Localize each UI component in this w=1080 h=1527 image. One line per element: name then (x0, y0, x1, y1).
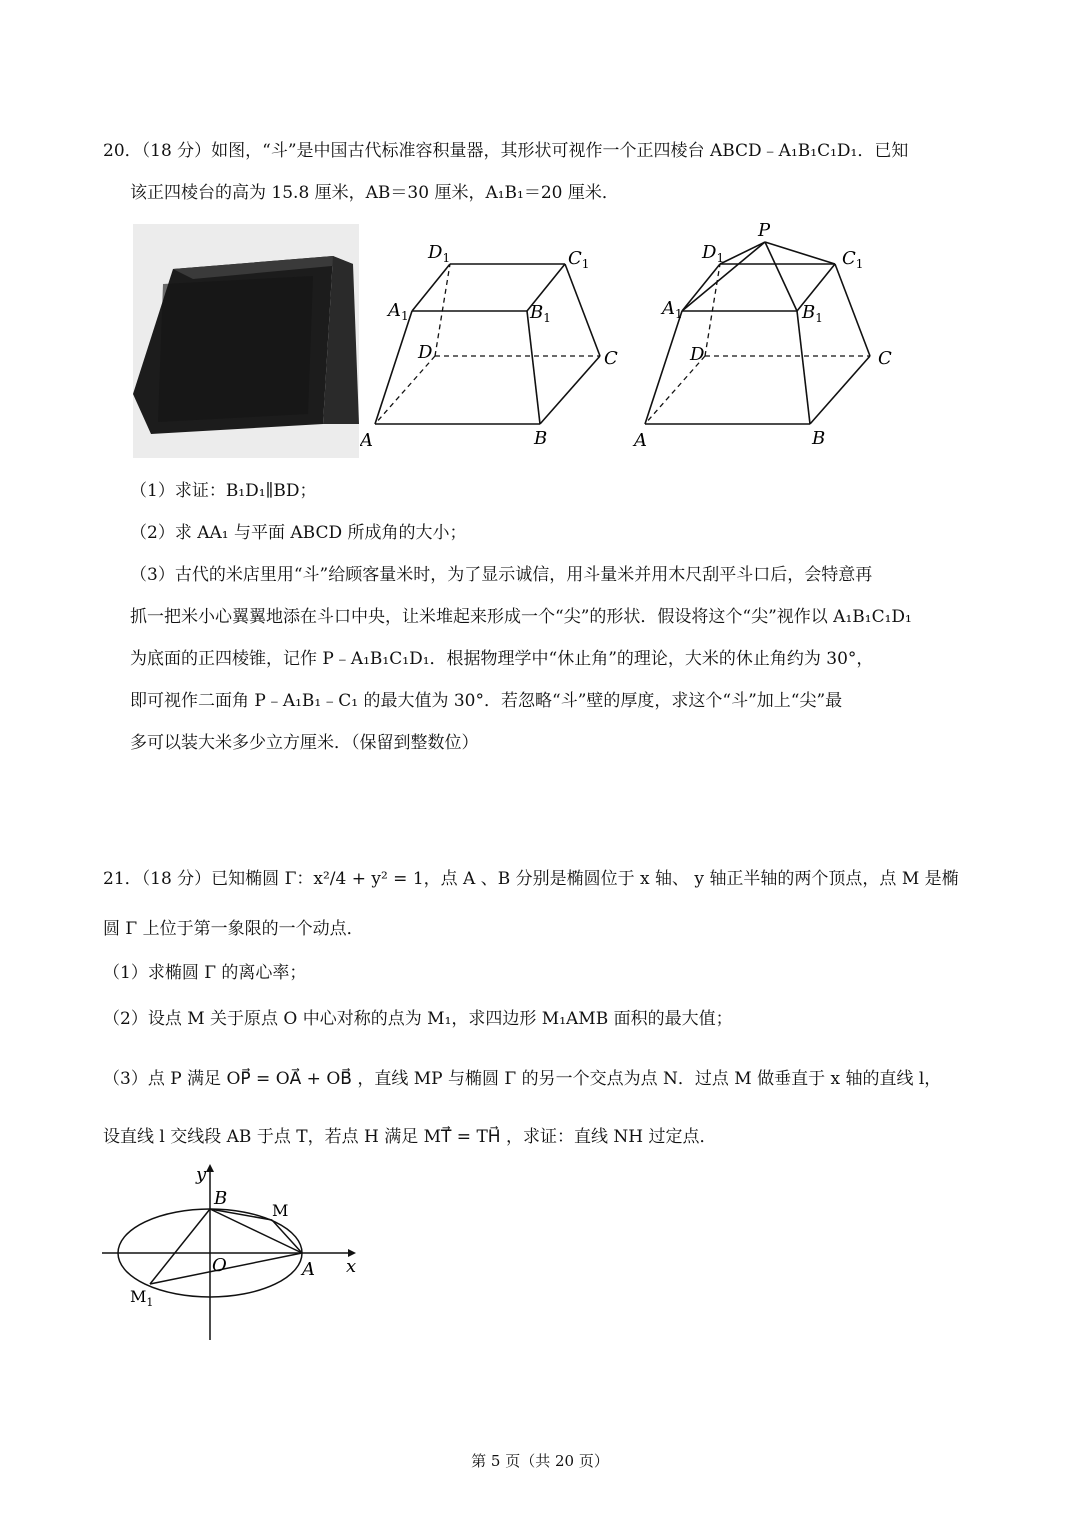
label-A1: $A_1$ (388, 300, 409, 323)
label-A-2: A (634, 430, 647, 451)
q21-line-1: 21．（18 分）已知椭圆 Γ：x²/4 + y² = 1，点 A 、B 分别是椭圆位于 x 轴、 y 轴正半轴的两个顶点，点 M 是椭 (103, 869, 959, 889)
label-A: A (360, 430, 373, 451)
q20-part-3-line-1: （3）古代的米店里用“斗”给顾客量米时，为了显示诚信，用斗量米并用木尺刮平斗口后，会特意再 (130, 565, 873, 585)
label-C: C (604, 348, 618, 369)
label-D1: $D_1$ (428, 242, 451, 265)
label-D1-2: $D_1$ (702, 242, 725, 265)
label-C1: $C_1$ (568, 248, 590, 271)
label-O: O (212, 1255, 227, 1276)
q20-part-1: （1）求证：B₁D₁∥BD； (130, 481, 317, 501)
label-M: M (272, 1201, 289, 1220)
label-B1-2: $B_1$ (802, 302, 823, 325)
dou-photo (133, 224, 359, 458)
dou-photo-image (133, 224, 359, 458)
q21-line-2: 圆 Γ 上位于第一象限的一个动点． (103, 919, 364, 939)
label-M1: $M_1$ (130, 1287, 154, 1309)
q20-part-3-line-4: 即可视作二面角 P﹣A₁B₁﹣C₁ 的最大值为 30°．若忽略“斗”壁的厚度，求这个“斗”加上“尖”最 (130, 691, 843, 711)
q20-part-3-line-5: 多可以装大米多少立方厘米．（保留到整数位） (130, 733, 479, 753)
q21-part-3-line-2: 设直线 l 交线段 AB 于点 T，若点 H 满足 MT⃗ = TH⃗ ，求证：直线 NH 过定点． (103, 1127, 717, 1147)
label-D: D (418, 342, 433, 363)
q21-part-3-line-1: （3）点 P 满足 OP⃗ = OA⃗ + OB⃗ ，直线 MP 与椭圆 Γ 的另一个交点为点 N．过点 M 做垂直于 x 轴的直线 l， (103, 1069, 942, 1089)
label-x-axis: x (346, 1256, 357, 1277)
label-A-ellipse: A (302, 1259, 315, 1280)
label-C1-2: $C_1$ (842, 248, 864, 271)
q20-part-3-line-3: 为底面的正四棱锥，记作 P﹣A₁B₁C₁D₁．根据物理学中“休止角”的理论，大米的休止角约为 30°， (130, 649, 874, 669)
label-B: B (534, 428, 548, 449)
q20-line-2: 该正四棱台的高为 15.8 厘米，AB＝30 厘米，A₁B₁＝20 厘米． (130, 183, 619, 203)
ellipse-figure (100, 1162, 370, 1362)
frustum-figure (360, 236, 630, 456)
label-B-ellipse: B (214, 1188, 228, 1209)
page-footer: 第 5 页（共 20 页） (471, 1452, 609, 1470)
q21-part-1: （1）求椭圆 Γ 的离心率； (103, 963, 307, 983)
label-B1: $B_1$ (530, 302, 551, 325)
q20-part-2: （2）求 AA₁ 与平面 ABCD 所成角的大小； (130, 523, 467, 543)
label-D-2: D (690, 344, 705, 365)
label-B-2: B (812, 428, 826, 449)
label-C-2: C (878, 348, 892, 369)
label-y-axis: y (196, 1164, 207, 1185)
label-P: P (758, 220, 771, 241)
label-A1-2: $A_1$ (662, 298, 683, 321)
frustum-pyramid-figure (630, 218, 910, 458)
q21-part-2: （2）设点 M 关于原点 O 中心对称的点为 M₁，求四边形 M₁AMB 面积的最大值； (103, 1009, 733, 1029)
q20-line-1: 20．（18 分）如图，“斗”是中国古代标准容积量器，其形状可视作一个正四棱台 ABCD﹣A₁B₁C₁D₁．已知 (103, 141, 909, 161)
q20-part-3-line-2: 抓一把米小心翼翼地添在斗口中央，让米堆起来形成一个“尖”的形状．假设将这个“尖”视作以 A₁B₁C₁D₁ (130, 607, 912, 627)
